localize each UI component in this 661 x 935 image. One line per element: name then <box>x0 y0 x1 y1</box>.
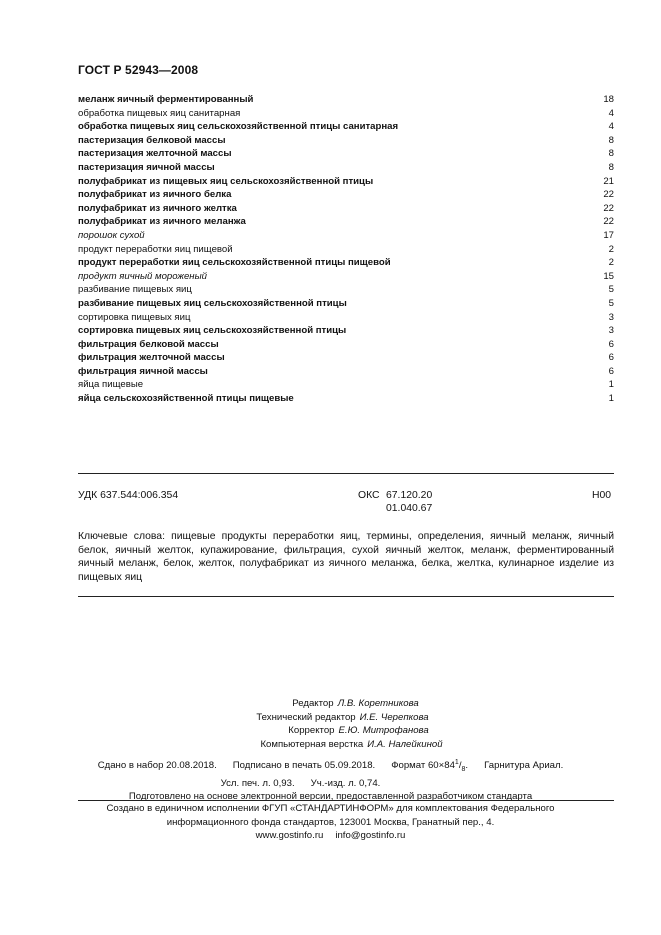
index-page-number: 5 <box>608 297 614 309</box>
keywords-text: пищевые продукты переработки яиц, термины, определения, яичный меланж, яичный белок, яичный желток, купажирование, фильтрация, сухой яичный желток, меланж, ферментированный яичный меланж, белок, желток, полуфабрикат из яичного меланжа, белка, желтка, кулинарное изделие из пищевых яиц <box>78 531 615 583</box>
format-denominator: 8 <box>461 766 466 774</box>
footer-line-2: информационного фонда стандартов, 123001 Москва, Гранатный пер., 4. <box>166 816 495 828</box>
index-row <box>78 297 614 311</box>
pub-sheets: Уч.-изд. л. 0,74. <box>310 777 381 789</box>
index-row <box>78 120 614 134</box>
index-term: сортировка пищевых яиц сельскохозяйственной птицы <box>78 325 347 337</box>
index-page-number: 6 <box>608 365 614 377</box>
index-page-number: 22 <box>603 216 614 228</box>
index-term: пастеризация белковой массы <box>78 134 226 146</box>
tech-editor-name: И.Е. Черепкова <box>359 711 429 723</box>
index-row <box>78 283 614 297</box>
index-term: полуфабрикат из пищевых яиц сельскохозяйственной птицы <box>78 175 374 187</box>
index-term: обработка пищевых яиц сельскохозяйственной птицы санитарная <box>78 121 399 133</box>
index-row <box>78 270 614 284</box>
index-term: яйца сельскохозяйственной птицы пищевые <box>78 393 294 405</box>
corrector-role: Корректор <box>288 725 335 736</box>
udk-code: УДК 637.544:006.354 <box>78 490 179 501</box>
index-term: фильтрация яичной массы <box>78 365 208 377</box>
tech-editor-role: Технический редактор <box>256 711 356 723</box>
index-page-number: 17 <box>603 229 614 241</box>
oks-label: ОКС <box>358 490 380 501</box>
footer-line-1: Создано в единичном исполнении ФГУП «СТАНДАРТИНФОРМ» для комплектования Федерального <box>106 803 555 814</box>
website-link[interactable]: www.gostinfo.ru <box>255 830 324 841</box>
index-term: порошок сухой <box>78 229 145 241</box>
index-page-number: 22 <box>603 202 614 214</box>
index-row <box>78 338 614 352</box>
email-link[interactable]: info@gostinfo.ru <box>335 830 406 841</box>
typeface: Гарнитура Ариал. <box>484 760 564 772</box>
classification-code: Н00 <box>592 490 612 501</box>
imprint-line-2 <box>0 777 661 791</box>
page-header-title: ГОСТ Р 52943—2008 <box>78 63 199 77</box>
index-page-number: 21 <box>603 175 614 187</box>
index-term: яйца пищевые <box>78 379 144 391</box>
print-sheets: Усл. печ. л. 0,93. <box>220 777 295 789</box>
index-page-number: 2 <box>608 257 614 269</box>
index-page-number: 18 <box>603 94 614 105</box>
index-page-number: 8 <box>608 148 614 160</box>
index-page-number: 4 <box>608 107 614 119</box>
index-term: полуфабрикат из яичного меланжа <box>78 216 246 228</box>
alphabetical-term-index <box>78 93 614 406</box>
oks-code-2: 01.040.67 <box>386 503 433 514</box>
index-row <box>78 378 614 392</box>
oks-code-1: 67.120.20 <box>386 490 433 501</box>
format-numerator: 1 <box>454 759 459 766</box>
index-page-number: 2 <box>608 243 614 255</box>
index-page-number: 8 <box>608 134 614 146</box>
index-row <box>78 175 614 189</box>
index-page-number: 5 <box>608 284 614 296</box>
bottom-divider <box>78 596 614 597</box>
index-row <box>78 134 614 148</box>
index-term: полуфабрикат из яичного белка <box>78 189 232 201</box>
editor-name: Л.В. Коретникова <box>337 698 419 709</box>
index-term: обработка пищевых яиц санитарная <box>78 107 241 119</box>
format-prefix: Формат 60×84 <box>391 760 455 772</box>
index-row <box>78 147 614 161</box>
index-term: сортировка пищевых яиц <box>78 311 191 323</box>
index-page-number: 15 <box>603 270 614 282</box>
index-row <box>78 243 614 257</box>
submitted-date: Сдано в набор 20.08.2018. <box>97 760 217 772</box>
index-row <box>78 229 614 243</box>
index-row <box>78 93 614 107</box>
signed-date: Подписано в печать 05.09.2018. <box>232 760 376 772</box>
index-term: разбивание пищевых яиц сельскохозяйственной птицы <box>78 297 347 309</box>
editor-role: Редактор <box>292 698 334 709</box>
index-row <box>78 392 614 406</box>
index-page-number: 6 <box>608 352 614 364</box>
prepared-note: Подготовлено на основе электронной версии, предоставленной разработчиком стандарта <box>128 791 533 803</box>
credit-tech-editor <box>0 711 661 725</box>
keywords-paragraph <box>78 530 614 584</box>
index-page-number: 8 <box>608 161 614 173</box>
credit-corrector <box>0 724 661 738</box>
corrector-name: Е.Ю. Митрофанова <box>338 725 429 736</box>
index-term: полуфабрикат из яичного желтка <box>78 202 237 214</box>
index-page-number: 3 <box>608 311 614 323</box>
keywords-label: Ключевые слова: <box>78 531 165 542</box>
credit-editor <box>0 697 661 711</box>
index-term: фильтрация белковой массы <box>78 338 219 350</box>
index-term: фильтрация желточной массы <box>78 352 225 364</box>
index-row <box>78 188 614 202</box>
layout-role: Компьютерная верстка <box>260 738 364 750</box>
index-row <box>78 324 614 338</box>
index-row <box>78 107 614 121</box>
credits-block <box>0 697 661 751</box>
imprint-block <box>0 756 661 804</box>
footer-divider <box>78 800 614 801</box>
index-term: пастеризация яичной массы <box>78 161 215 173</box>
index-row <box>78 215 614 229</box>
index-row <box>78 351 614 365</box>
index-row <box>78 161 614 175</box>
index-page-number: 6 <box>608 338 614 350</box>
imprint-line-1: Сдано в набор 20.08.2018. Подписано в печать 05.09.2018. Формат $60\times 84^1/_8$. Гарнитура Ариал. <box>97 759 564 774</box>
layout-name: И.А. Налейкиной <box>367 738 443 750</box>
index-term: меланж яичный ферментированный <box>78 94 254 105</box>
index-term: пастеризация желточной массы <box>78 148 232 160</box>
index-row <box>78 256 614 270</box>
index-page-number: 4 <box>608 121 614 133</box>
index-page-number: 1 <box>608 379 614 391</box>
credit-layout <box>0 738 661 752</box>
footer-contacts <box>0 829 661 843</box>
index-term: продукт переработки яиц сельскохозяйственной птицы пищевой <box>78 257 391 269</box>
format-suffix: . <box>465 760 469 772</box>
index-page-number: 22 <box>603 189 614 201</box>
index-row <box>78 365 614 379</box>
index-row <box>78 311 614 325</box>
top-divider <box>78 473 614 474</box>
index-term: продукт переработки яиц пищевой <box>78 243 233 255</box>
index-term: продукт яичный мороженый <box>78 270 207 282</box>
index-row <box>78 202 614 216</box>
publisher-footer <box>0 802 661 843</box>
index-page-number: 1 <box>608 393 614 405</box>
index-term: разбивание пищевых яиц <box>78 284 192 296</box>
index-page-number: 3 <box>608 325 614 337</box>
